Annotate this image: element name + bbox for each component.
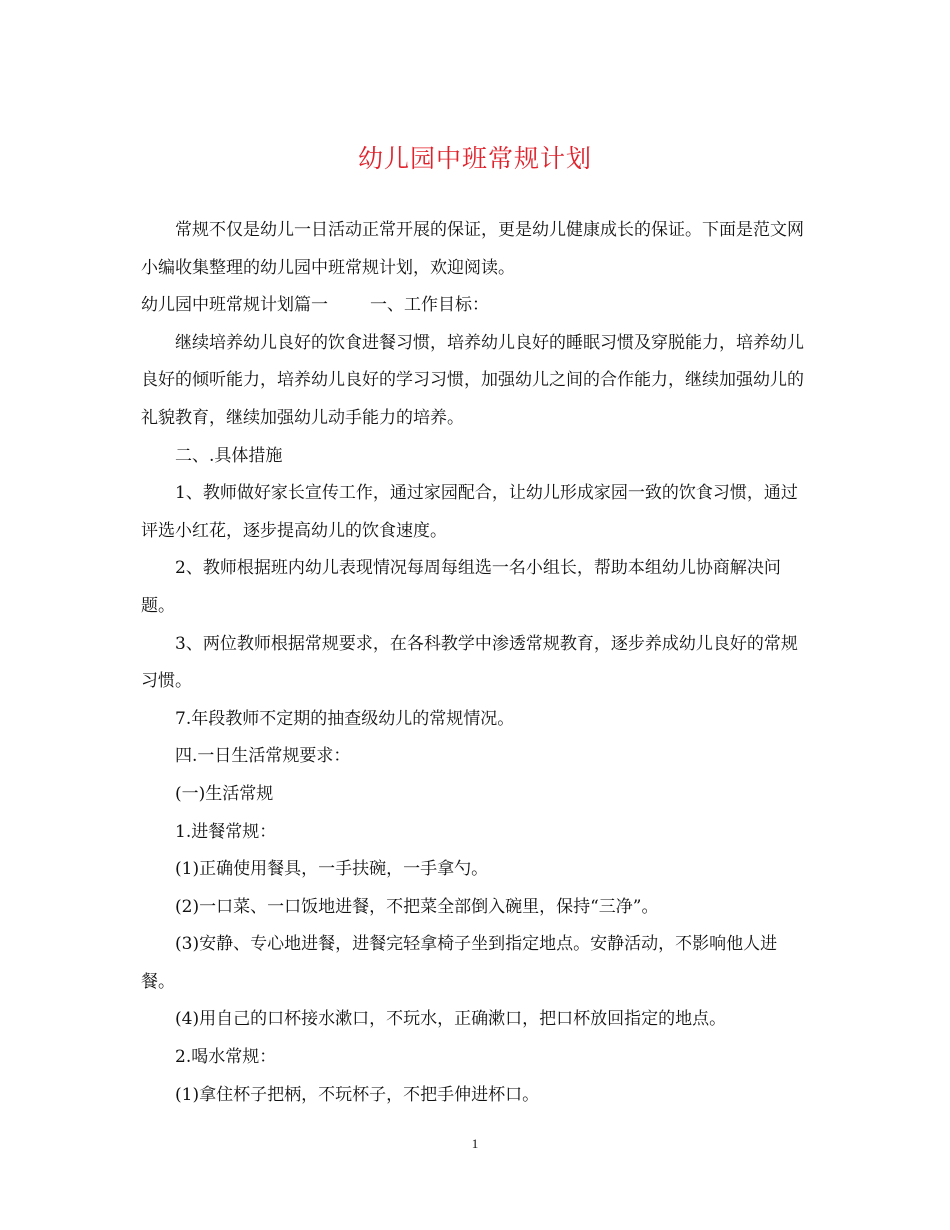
- paragraph-section-heading: [141, 287, 809, 325]
- paragraph-meal-3: (3)安静、专心地进餐，进餐完轻拿椅子坐到指定地点。安静活动，不影响他人进餐。: [141, 934, 778, 992]
- paragraph-daily-requirements: 四.一日生活常规要求：: [175, 746, 351, 767]
- paragraph-measure-2: 2、教师根据班内幼儿表现情况每周每组选一名小组长，帮助本组幼儿协商解决问题。: [141, 558, 781, 616]
- paragraph-measure-1: 1、教师做好家长宣传工作，通过家园配合，让幼儿形成家园一致的饮食习惯，通过评选小红花，逐步提高幼儿的饮食速度。: [141, 483, 798, 541]
- paragraph-meal-2: (2)一口菜、一口饭地进餐，不把菜全部倒入碗里，保持“三净”。: [175, 896, 659, 917]
- paragraph-water-1: (1)拿住杯子把柄，不玩杯子，不把手伸进杯口。: [175, 1084, 540, 1105]
- page-number: 1: [471, 1136, 479, 1151]
- paragraph-measure-3: 3、两位教师根据常规要求，在各科教学中渗透常规教育，逐步养成幼儿良好的常规习惯。: [141, 633, 798, 692]
- section-title: 幼儿园中班常规计划篇一: [141, 295, 328, 316]
- paragraph-intro: 常规不仅是幼儿一日活动正常开展的保证，更是幼儿健康成长的保证。下面是范文网小编收集整理的幼儿园中班常规计划，欢迎阅读。: [141, 220, 804, 278]
- document-body: [141, 212, 809, 1114]
- paragraph-water-routine: 2.喝水常规：: [175, 1047, 277, 1068]
- paragraph-meal-1: (1)正确使用餐具，一手扶碗，一手拿勺。: [175, 859, 489, 880]
- paragraph-meal-routine: 1.进餐常规：: [175, 821, 277, 842]
- paragraph-measure-7: 7.年段教师不定期的抽查级幼儿的常规情况。: [175, 708, 515, 729]
- section-subtitle: 一、工作目标：: [370, 295, 489, 316]
- document-title: 幼儿园中班常规计划: [357, 144, 592, 173]
- paragraph-measures-heading: 二、.具体措施: [175, 445, 283, 466]
- paragraph-meal-4: (4)用自己的口杯接水漱口，不玩水，正确漱口，把口杯放回指定的地点。: [175, 1009, 727, 1030]
- paragraph-goals: 继续培养幼儿良好的饮食进餐习惯，培养幼儿良好的睡眠习惯及穿脱能力，培养幼儿良好的倾听能力，培养幼儿良好的学习习惯，加强幼儿之间的合作能力，继续加强幼儿的礼貌教育，继续加强幼儿动手能力的培养。: [141, 332, 804, 428]
- paragraph-life-routine: (一)生活常规: [175, 783, 274, 804]
